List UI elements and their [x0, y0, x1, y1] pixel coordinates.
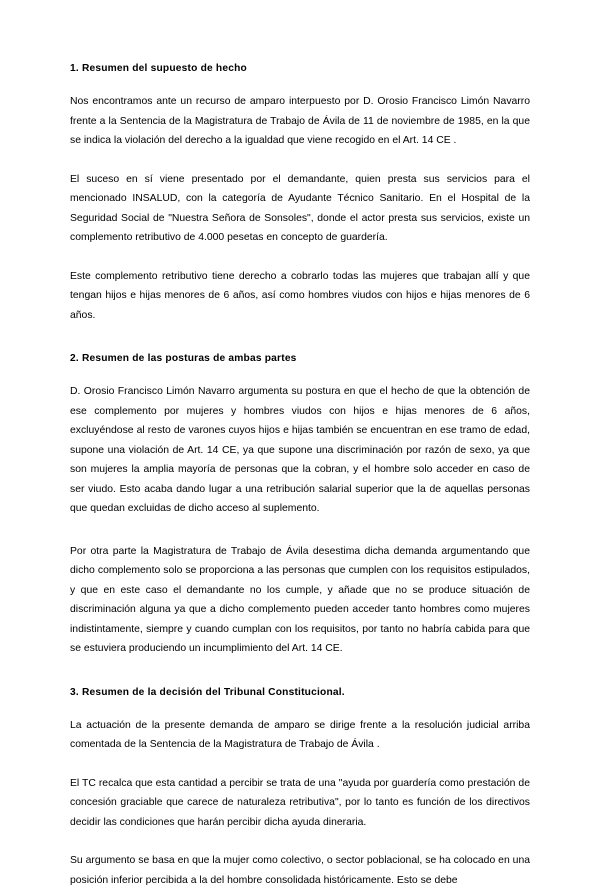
spacer	[70, 659, 530, 686]
document-body	[70, 62, 530, 890]
spacer	[70, 151, 530, 170]
spacer	[70, 325, 530, 352]
spacer	[70, 755, 530, 774]
paragraph: El TC recalca que esta cantidad a percibir se trata de una "ayuda por guardería como prestación de concesión graciable que carece de naturaleza retributiva", por lo tanto es función de los directivos decidir las condiciones que harán percibir dicha ayuda dineraria.	[70, 777, 530, 828]
spacer	[70, 519, 530, 542]
paragraph: Su argumento se basa en que la mujer como colectivo, o sector poblacional, se ha colocado en una posición inferior percibida a la del hombre consolidada históricamente. Esto se debe	[70, 855, 530, 886]
spacer	[70, 832, 530, 851]
spacer	[70, 75, 530, 92]
spacer	[70, 699, 530, 716]
paragraph: Por otra parte la Magistratura de Trabajo de Ávila desestima dicha demanda argumentando que dicho complemento solo se proporciona a las personas que cumplen con los requisitos estipulados, y que en este caso el demandante no los cumple, y añade que no se produce situación de discriminación alguna ya que a dicho complemento pueden acceder tanto hombres como mujeres indistintamente, siempre y cuando cumplan con los requisitos, por tanto no habría cabida para que se estuviera produciendo un incumplimiento del Art. 14 CE.	[70, 545, 530, 654]
paragraph: D. Orosio Francisco Limón Navarro argumenta su postura en que el hecho de que la obtención de ese complemento por mujeres y hombres viudos con hijos e hijas menores de 6 años, excluyéndose al resto de varones cuyos hijos e hijas también se encuentran en ese tramo de edad, supone una violación de Art. 14 CE, ya que supone una discriminación por razón de sexo, ya que son mujeres la amplia mayoría de personas que la cobran, y el hombre solo acceder en caso de ser viudo. Esto acaba dando lugar a una retribución salarial superior que la de aquellas personas que quedan excluidas de dicho acceso al suplemento.	[70, 386, 530, 514]
section-heading-2: 2. Resumen de las posturas de ambas partes	[70, 353, 297, 364]
paragraph: Este complemento retributivo tiene derecho a cobrarlo todas las mujeres que trabajan allí y que tengan hijos e hijas menores de 6 años, así como hombres viudos con hijos e hijas menores de 6 años.	[70, 270, 530, 321]
spacer	[70, 365, 530, 382]
section-heading-3: 3. Resumen de la decisión del Tribunal Constitucional.	[70, 686, 345, 698]
spacer	[70, 248, 530, 267]
section-heading-1: 1. Resumen del supuesto de hecho	[70, 63, 247, 74]
paragraph: Nos encontramos ante un recurso de amparo interpuesto por D. Orosio Francisco Limón Navarro frente a la Sentencia de la Magistratura de Trabajo de Ávila de 11 de noviembre de 1985, en la que se indica la violación del derecho a la igualdad que viene recogido en el Art. 14 CE .	[70, 96, 530, 146]
paragraph: La actuación de la presente demanda de amparo se dirige frente a la resolución judicial arriba comentada de la Sentencia de la Magistratura de Trabajo de Ávila .	[70, 719, 530, 750]
paragraph: El suceso en sí viene presentado por el demandante, quien presta sus servicios para el mencionado INSALUD, con la categoría de Ayudante Técnico Sanitario. En el Hospital de la Seguridad Social de "Nuestra Señora de Sonsoles", donde el actor presta sus servicios, existe un complemento retributivo de 4.000 pesetas en concepto de guardería.	[70, 173, 530, 243]
